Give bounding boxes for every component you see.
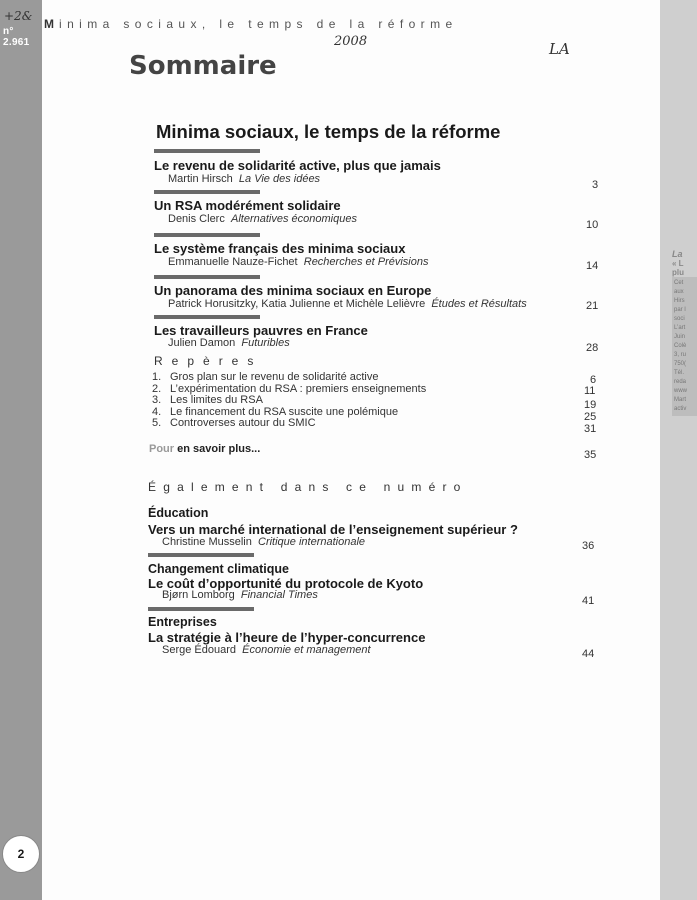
article-title: Vers un marché international de l’enseignement supérieur ? — [148, 522, 518, 537]
repere-page: 31 — [584, 423, 597, 435]
article-source: Critique internationale — [258, 536, 366, 548]
repere-page: 25 — [584, 411, 597, 423]
repere-text: Gros plan sur le revenu de solidarité active — [170, 371, 379, 383]
section-bar — [154, 275, 260, 279]
adjacent-line: 3, ru — [674, 352, 687, 358]
repere-num: 5. — [152, 417, 162, 429]
adjacent-heading: La — [672, 249, 683, 259]
repere-text: Le financement du RSA suscite une polémique — [170, 406, 399, 418]
article-title: Le système français des minima sociaux — [154, 241, 406, 256]
adjacent-line: Mart — [674, 397, 686, 403]
repere-num: 2. — [152, 383, 162, 395]
article-page: 21 — [586, 300, 599, 312]
repere-item — [152, 417, 316, 429]
left-margin-strip — [0, 0, 42, 900]
article-source: Futuribles — [241, 337, 290, 349]
article-page: 14 — [586, 260, 599, 272]
savoir-plus — [149, 443, 260, 455]
article-source: Financial Times — [240, 589, 318, 601]
section-bar — [148, 553, 254, 557]
article-author: Martin Hirsch — [168, 173, 233, 185]
section-label: Éducation — [148, 506, 209, 520]
repere-num: 1. — [152, 371, 162, 383]
repere-num: 4. — [152, 406, 162, 418]
adjacent-line: par l — [674, 307, 686, 313]
article-author: Denis Clerc — [168, 213, 225, 225]
repere-text: Les limites du RSA — [170, 394, 263, 406]
article-page: 28 — [586, 342, 599, 354]
section-bar — [154, 149, 260, 153]
repere-text: L’expérimentation du RSA : premiers enseignements — [170, 383, 427, 395]
savoir-pour: Pour — [149, 443, 175, 455]
article-title: La stratégie à l’heure de l’hyper-concurrence — [148, 630, 426, 645]
section-label: Changement climatique — [148, 562, 289, 576]
repere-item — [152, 371, 379, 383]
adjacent-line: Tél. — [674, 370, 685, 376]
section-bar — [154, 233, 260, 237]
egalement-heading: Également dans ce numéro — [148, 480, 468, 494]
article-author: Emmanuelle Nauze-Fichet — [168, 256, 298, 268]
savoir-rest: en savoir plus... — [174, 443, 261, 455]
handwritten-initials: LA — [549, 40, 570, 58]
section-bar — [148, 607, 254, 611]
adjacent-line: reda — [674, 379, 687, 385]
section-bar — [154, 315, 260, 319]
adjacent-line: 750( — [674, 361, 687, 367]
adjacent-line: activ — [674, 406, 687, 412]
section-bar — [154, 190, 260, 194]
article-author-line — [168, 213, 357, 225]
article-author-line — [162, 589, 318, 601]
adjacent-line: Cet — [674, 280, 684, 286]
article-source: Recherches et Prévisions — [303, 256, 429, 268]
article-source: La Vie des idées — [238, 173, 321, 185]
article-page: 10 — [586, 219, 599, 231]
article-page: 44 — [582, 648, 595, 660]
article-source: Études et Résultats — [431, 298, 527, 310]
running-head — [44, 17, 458, 31]
issue-number: n° 2.961 — [3, 26, 30, 48]
reperes-heading: Repères — [154, 354, 263, 368]
article-author: Julien Damon — [168, 337, 236, 349]
adjacent-line: Colè — [674, 343, 687, 349]
article-source: Économie et management — [242, 644, 371, 656]
article-title: Les travailleurs pauvres en France — [154, 323, 368, 338]
adjacent-line: www — [674, 388, 687, 394]
adjacent-page-text — [672, 250, 697, 416]
dossier-title: Minima sociaux, le temps de la réforme — [156, 121, 501, 142]
running-head-text: inima sociaux, le temps de la réforme — [59, 17, 458, 31]
adjacent-sub: « L — [672, 259, 684, 268]
article-author: Bjørn Lomborg — [162, 589, 235, 601]
section-label: Entreprises — [148, 615, 217, 629]
article-author-line — [168, 337, 290, 349]
article-author-line — [168, 298, 527, 310]
article-author-line — [168, 256, 428, 268]
article-author: Christine Musselin — [162, 536, 252, 548]
article-source: Alternatives économiques — [230, 213, 357, 225]
article-title: Le coût d’opportunité du protocole de Kyoto — [148, 576, 424, 591]
page-title: Sommaire — [129, 51, 277, 81]
repere-item — [152, 394, 263, 406]
article-page: 3 — [592, 179, 599, 191]
adjacent-block — [672, 277, 697, 416]
adjacent-line: L’art — [674, 325, 686, 331]
handwritten-mark: +2& — [4, 9, 33, 23]
article-title: Un RSA modérément solidaire — [154, 198, 341, 213]
handwritten-year: 2008 — [334, 34, 368, 49]
adjacent-line: Hirs — [674, 298, 685, 304]
repere-text: Controverses autour du SMIC — [170, 417, 316, 429]
article-page: 36 — [582, 540, 595, 552]
article-author-line — [162, 536, 365, 548]
article-author-line — [168, 173, 320, 185]
adjacent-sub: plu — [672, 268, 684, 277]
running-head-initial: M — [44, 17, 59, 31]
repere-num: 3. — [152, 394, 162, 406]
article-title: Le revenu de solidarité active, plus que jamais — [154, 158, 441, 173]
repere-page: 19 — [584, 399, 597, 411]
article-page: 41 — [582, 595, 595, 607]
adjacent-line: aux — [674, 289, 684, 295]
adjacent-page-edge — [660, 0, 697, 900]
savoir-page: 35 — [584, 449, 597, 461]
article-author: Serge Édouard — [162, 644, 236, 656]
article-author: Patrick Horusitzky, Katia Julienne et Michèle Lelièvre — [168, 298, 426, 310]
repere-page: 6 — [590, 374, 597, 386]
adjacent-line: Juin — [674, 334, 686, 340]
page-number: 2 — [2, 835, 40, 873]
adjacent-line: soci — [674, 316, 685, 322]
article-author-line — [162, 644, 371, 656]
article-title: Un panorama des minima sociaux en Europe — [154, 283, 432, 298]
repere-page: 11 — [584, 385, 596, 397]
